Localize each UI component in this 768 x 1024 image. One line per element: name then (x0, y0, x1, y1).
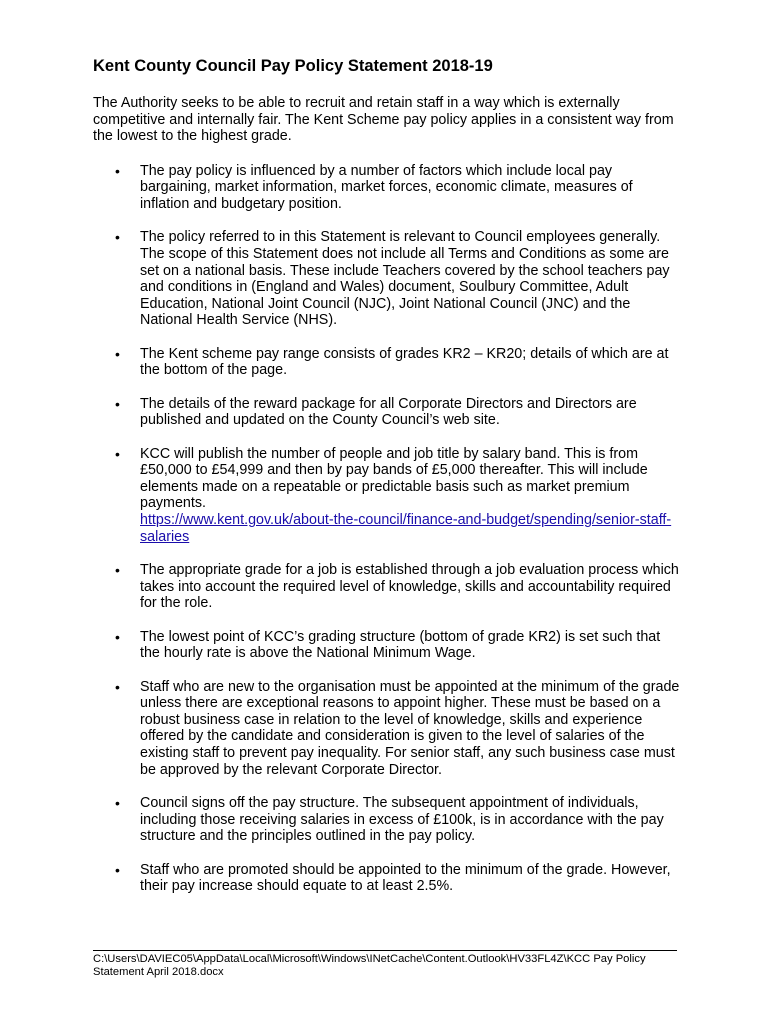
document-title: Kent County Council Pay Policy Statement 2018-19 (93, 57, 493, 75)
point-text: The pay policy is influenced by a number of factors which include local pay bargaining, market information, market forces, economic climate, measures of inflation and budgetary position. (140, 162, 633, 212)
bullet-icon: • (115, 445, 120, 462)
point-text: Staff who are promoted should be appointed to the minimum of the grade. However, their pay increase should equate to at least 2.5%. (140, 861, 671, 895)
list-item (93, 396, 683, 429)
list-item (93, 562, 683, 612)
point-text: Council signs off the pay structure. The subsequent appointment of individuals, including those receiving salaries in excess of £100k, is in accordance with the pay structure and the principles outlined in the pay policy. (140, 794, 664, 845)
bullet-icon: • (115, 229, 120, 246)
list-item (93, 679, 683, 779)
list-item (93, 795, 683, 845)
list-item (93, 446, 683, 546)
bullet-icon: • (115, 678, 120, 695)
bullet-icon: • (115, 562, 120, 579)
footer-file-path: C:\Users\DAVIEC05\AppData\Local\Microsoft\Windows\INetCache\Content.Outlook\HV33FL4Z\KCC Pay Policy Statement April 2018.docx (93, 950, 677, 980)
bullet-icon: • (115, 162, 120, 179)
list-item (93, 862, 683, 895)
bullet-icon: • (115, 794, 120, 811)
list-item (93, 629, 683, 662)
point-text: KCC will publish the number of people and job title by salary band. This is from £50,000 to £54,999 and then by pay bands of £5,000 thereafter. This will include elements made on a repeatable or predictable basis such as market premium payments. (140, 445, 648, 512)
bullet-icon: • (115, 628, 120, 645)
point-text: The lowest point of KCC’s grading structure (bottom of grade KR2) is set such that the hourly rate is above the National Minimum Wage. (140, 628, 661, 662)
list-item (93, 229, 683, 329)
senior-staff-salaries-link[interactable]: https://www.kent.gov.uk/about-the-council/finance-and-budget/spending/senior-staff-salaries (140, 512, 672, 545)
bullet-icon: • (115, 345, 120, 362)
point-text: The details of the reward package for all Corporate Directors and Directors are published and updated on the County Council’s web site. (140, 395, 637, 429)
bullet-icon: • (115, 861, 120, 878)
point-text: The policy referred to in this Statement is relevant to Council employees generally. The scope of this Statement does not include all Terms and Conditions as some are set on a national basis. These include Teachers covered by the school teachers pay and conditions in (England and Wales) document, Soulbury Committee, Adult Education, National Joint Council (NJC), Joint National Council (JNC) and the National Health Service (NHS). (140, 229, 670, 329)
list-item (93, 346, 683, 379)
policy-points-list (93, 163, 683, 895)
point-text: Staff who are new to the organisation must be appointed at the minimum of the grade unless there are exceptional reasons to appoint higher. These must be based on a robust business case in relation to the level of knowledge, skills and experience offered by the candidate and consideration is given to the level of salaries of the existing staff to prevent pay inequality. For senior staff, any such business case must be approved by the relevant Corporate Director. (140, 678, 680, 778)
intro-paragraph: The Authority seeks to be able to recruit and retain staff in a way which is externally competitive and internally fair. The Kent Scheme pay policy applies in a consistent way from the lowest to the highest grade. (93, 95, 674, 145)
list-item (93, 163, 683, 213)
point-text: The Kent scheme pay range consists of grades KR2 – KR20; details of which are at the bottom of the page. (140, 345, 669, 379)
document-page (93, 55, 683, 912)
bullet-icon: • (115, 395, 120, 412)
point-text: The appropriate grade for a job is established through a job evaluation process which takes into account the required level of knowledge, skills and accountability required for the role. (140, 562, 679, 612)
